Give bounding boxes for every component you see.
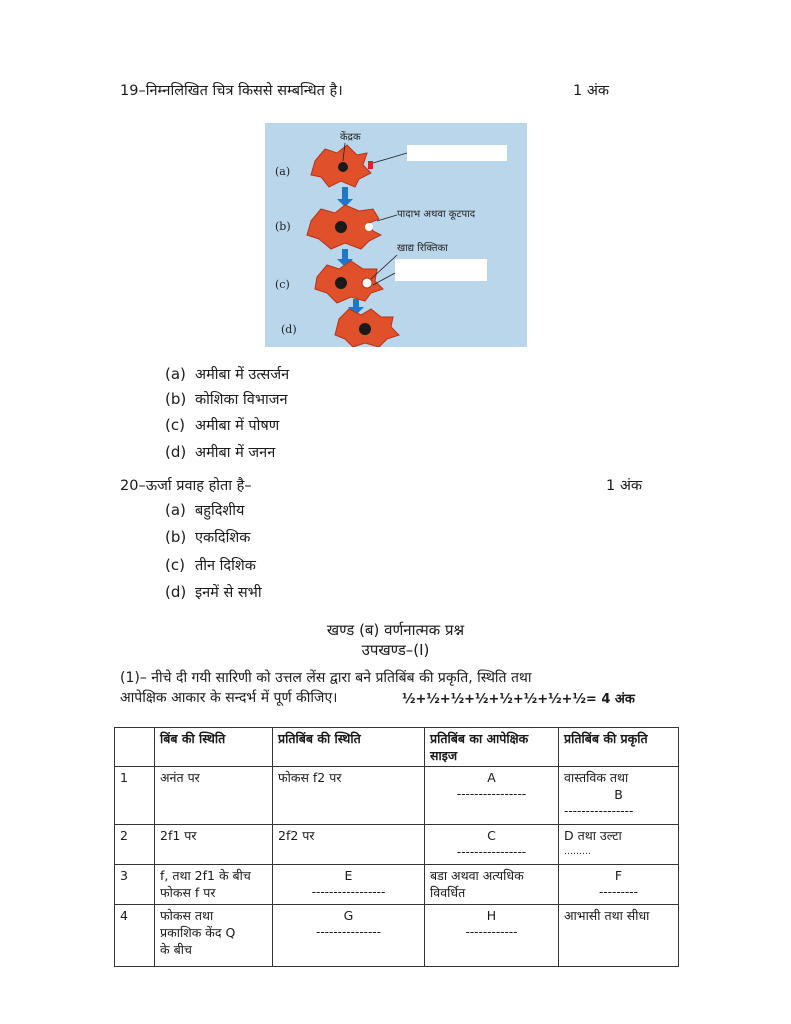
blank-b: B: [614, 787, 623, 802]
q20-question: 20–ऊर्जा प्रवाह होता है–: [120, 478, 252, 494]
blank-line: ---------------: [316, 925, 381, 939]
table-row: [115, 905, 679, 967]
arrow-down-icon: [337, 187, 353, 207]
table-header: [115, 728, 155, 767]
table-header-row: [115, 728, 679, 767]
blank-dots: ………: [564, 847, 591, 857]
object-position: फोकस तथा प्रकाशिक केंद Q के बीच: [155, 905, 273, 967]
amoeba-cell-b: [307, 205, 381, 249]
image-size-cell: [425, 905, 559, 967]
object-position: अनंत पर: [155, 767, 273, 825]
row-number: 2: [115, 825, 155, 865]
q19-marks: 1 अंक: [573, 83, 610, 99]
table-header: बिंब की स्थिति: [155, 728, 273, 767]
q19-option-a: (a) अमीबा में उत्सर्जन: [165, 365, 290, 383]
image-size-cell: [425, 767, 559, 825]
image-position: 2f2 पर: [273, 825, 425, 865]
amoeba-figure: [265, 123, 527, 347]
stage-label-c: (c): [275, 278, 290, 291]
blank-line: ------------: [465, 925, 518, 939]
table-row: [115, 767, 679, 825]
image-position-cell: [273, 865, 425, 905]
q19-option-d: (d) अमीबा में जनन: [165, 443, 276, 461]
pseudopod-label: पादाभ अथवा कूटपाद: [397, 209, 476, 220]
blank-f: F: [614, 868, 623, 883]
masked-label-box: [395, 259, 487, 281]
table-row: [115, 825, 679, 865]
amoeba-cell-d: [335, 309, 399, 347]
blank-line: ----------------: [456, 787, 527, 801]
blank-g: G: [343, 908, 354, 923]
q20-option-b: (b) एकदिशिक: [165, 528, 251, 546]
q19-option-b: (b) कोशिका विभाजन: [165, 390, 288, 408]
q20-option-a: (a) बहुदिशीय: [165, 501, 245, 519]
table-row: [115, 865, 679, 905]
blank-a: A: [487, 770, 496, 785]
image-nature-cell: [559, 825, 679, 865]
image-position-cell: [273, 905, 425, 967]
q1-line1: (1)– नीचे दी गयी सारिणी को उत्तल लेंस द्वारा बने प्रतिबिंब की प्रकृति, स्थिति तथा: [120, 670, 532, 686]
q20-option-d: (d) इनमें से सभी: [165, 583, 262, 601]
table-header: प्रतिबिंब की स्थिति: [273, 728, 425, 767]
amoeba-cell-a: [311, 145, 373, 187]
image-position: फोकस f2 पर: [273, 767, 425, 825]
image-nature-cell: वास्तविक तथा B ----------------: [559, 767, 679, 825]
amoeba-cell-c: [315, 261, 383, 303]
row-number: 3: [115, 865, 155, 905]
food-vacuole-label: खाद्य रिक्तिका: [397, 243, 448, 254]
blank-line: ----------------: [456, 845, 527, 859]
image-nature-cell: [559, 865, 679, 905]
stage-label-a: (a): [275, 165, 291, 178]
table-header: प्रतिबिंब की प्रकृति: [559, 728, 679, 767]
lens-image-table: [114, 727, 679, 967]
table-header: प्रतिबिंब का आपेक्षिक साइज: [425, 728, 559, 767]
q19-question: 19–निम्नलिखित चित्र किससे सम्बन्धित है।: [120, 83, 343, 99]
blank-e: E: [344, 868, 353, 883]
masked-label-box: [407, 145, 507, 161]
row-number: 4: [115, 905, 155, 967]
section-subtitle: उपखण्ड–(I): [361, 641, 430, 659]
blank-line: -----------------: [311, 885, 386, 899]
q1-line2: आपेक्षिक आकार के सन्दर्भ में पूर्ण कीजिए।: [120, 690, 338, 706]
nucleus-label: केंद्रक: [340, 132, 361, 143]
blank-line: ---------: [599, 885, 638, 899]
blank-c: C: [487, 828, 496, 843]
stage-label-d: (d): [281, 323, 297, 336]
row-number: 1: [115, 767, 155, 825]
image-nature: आभासी तथा सीधा: [559, 905, 679, 967]
section-title: खण्ड (ब) वर्णनात्मक प्रश्न: [326, 621, 465, 639]
q1-marks: ½+½+½+½+½+½+½+½= 4 अंक: [402, 692, 635, 707]
q20-option-c: (c) तीन दिशिक: [165, 556, 256, 574]
stage-label-b: (b): [275, 220, 291, 233]
blank-d: D तथा उल्टा: [564, 828, 622, 843]
object-position: f, तथा 2f1 के बीच फोकस f पर: [155, 865, 273, 905]
blank-h: H: [486, 908, 497, 923]
amoeba-diagram: [265, 123, 527, 347]
object-position: 2f1 पर: [155, 825, 273, 865]
image-size-cell: बडा अथवा अत्यधिक विवर्धित: [425, 865, 559, 905]
image-size-cell: [425, 825, 559, 865]
blank-line: ----------------: [564, 804, 634, 818]
q20-marks: 1 अंक: [606, 478, 643, 494]
q19-option-c: (c) अमीबा में पोषण: [165, 416, 280, 434]
